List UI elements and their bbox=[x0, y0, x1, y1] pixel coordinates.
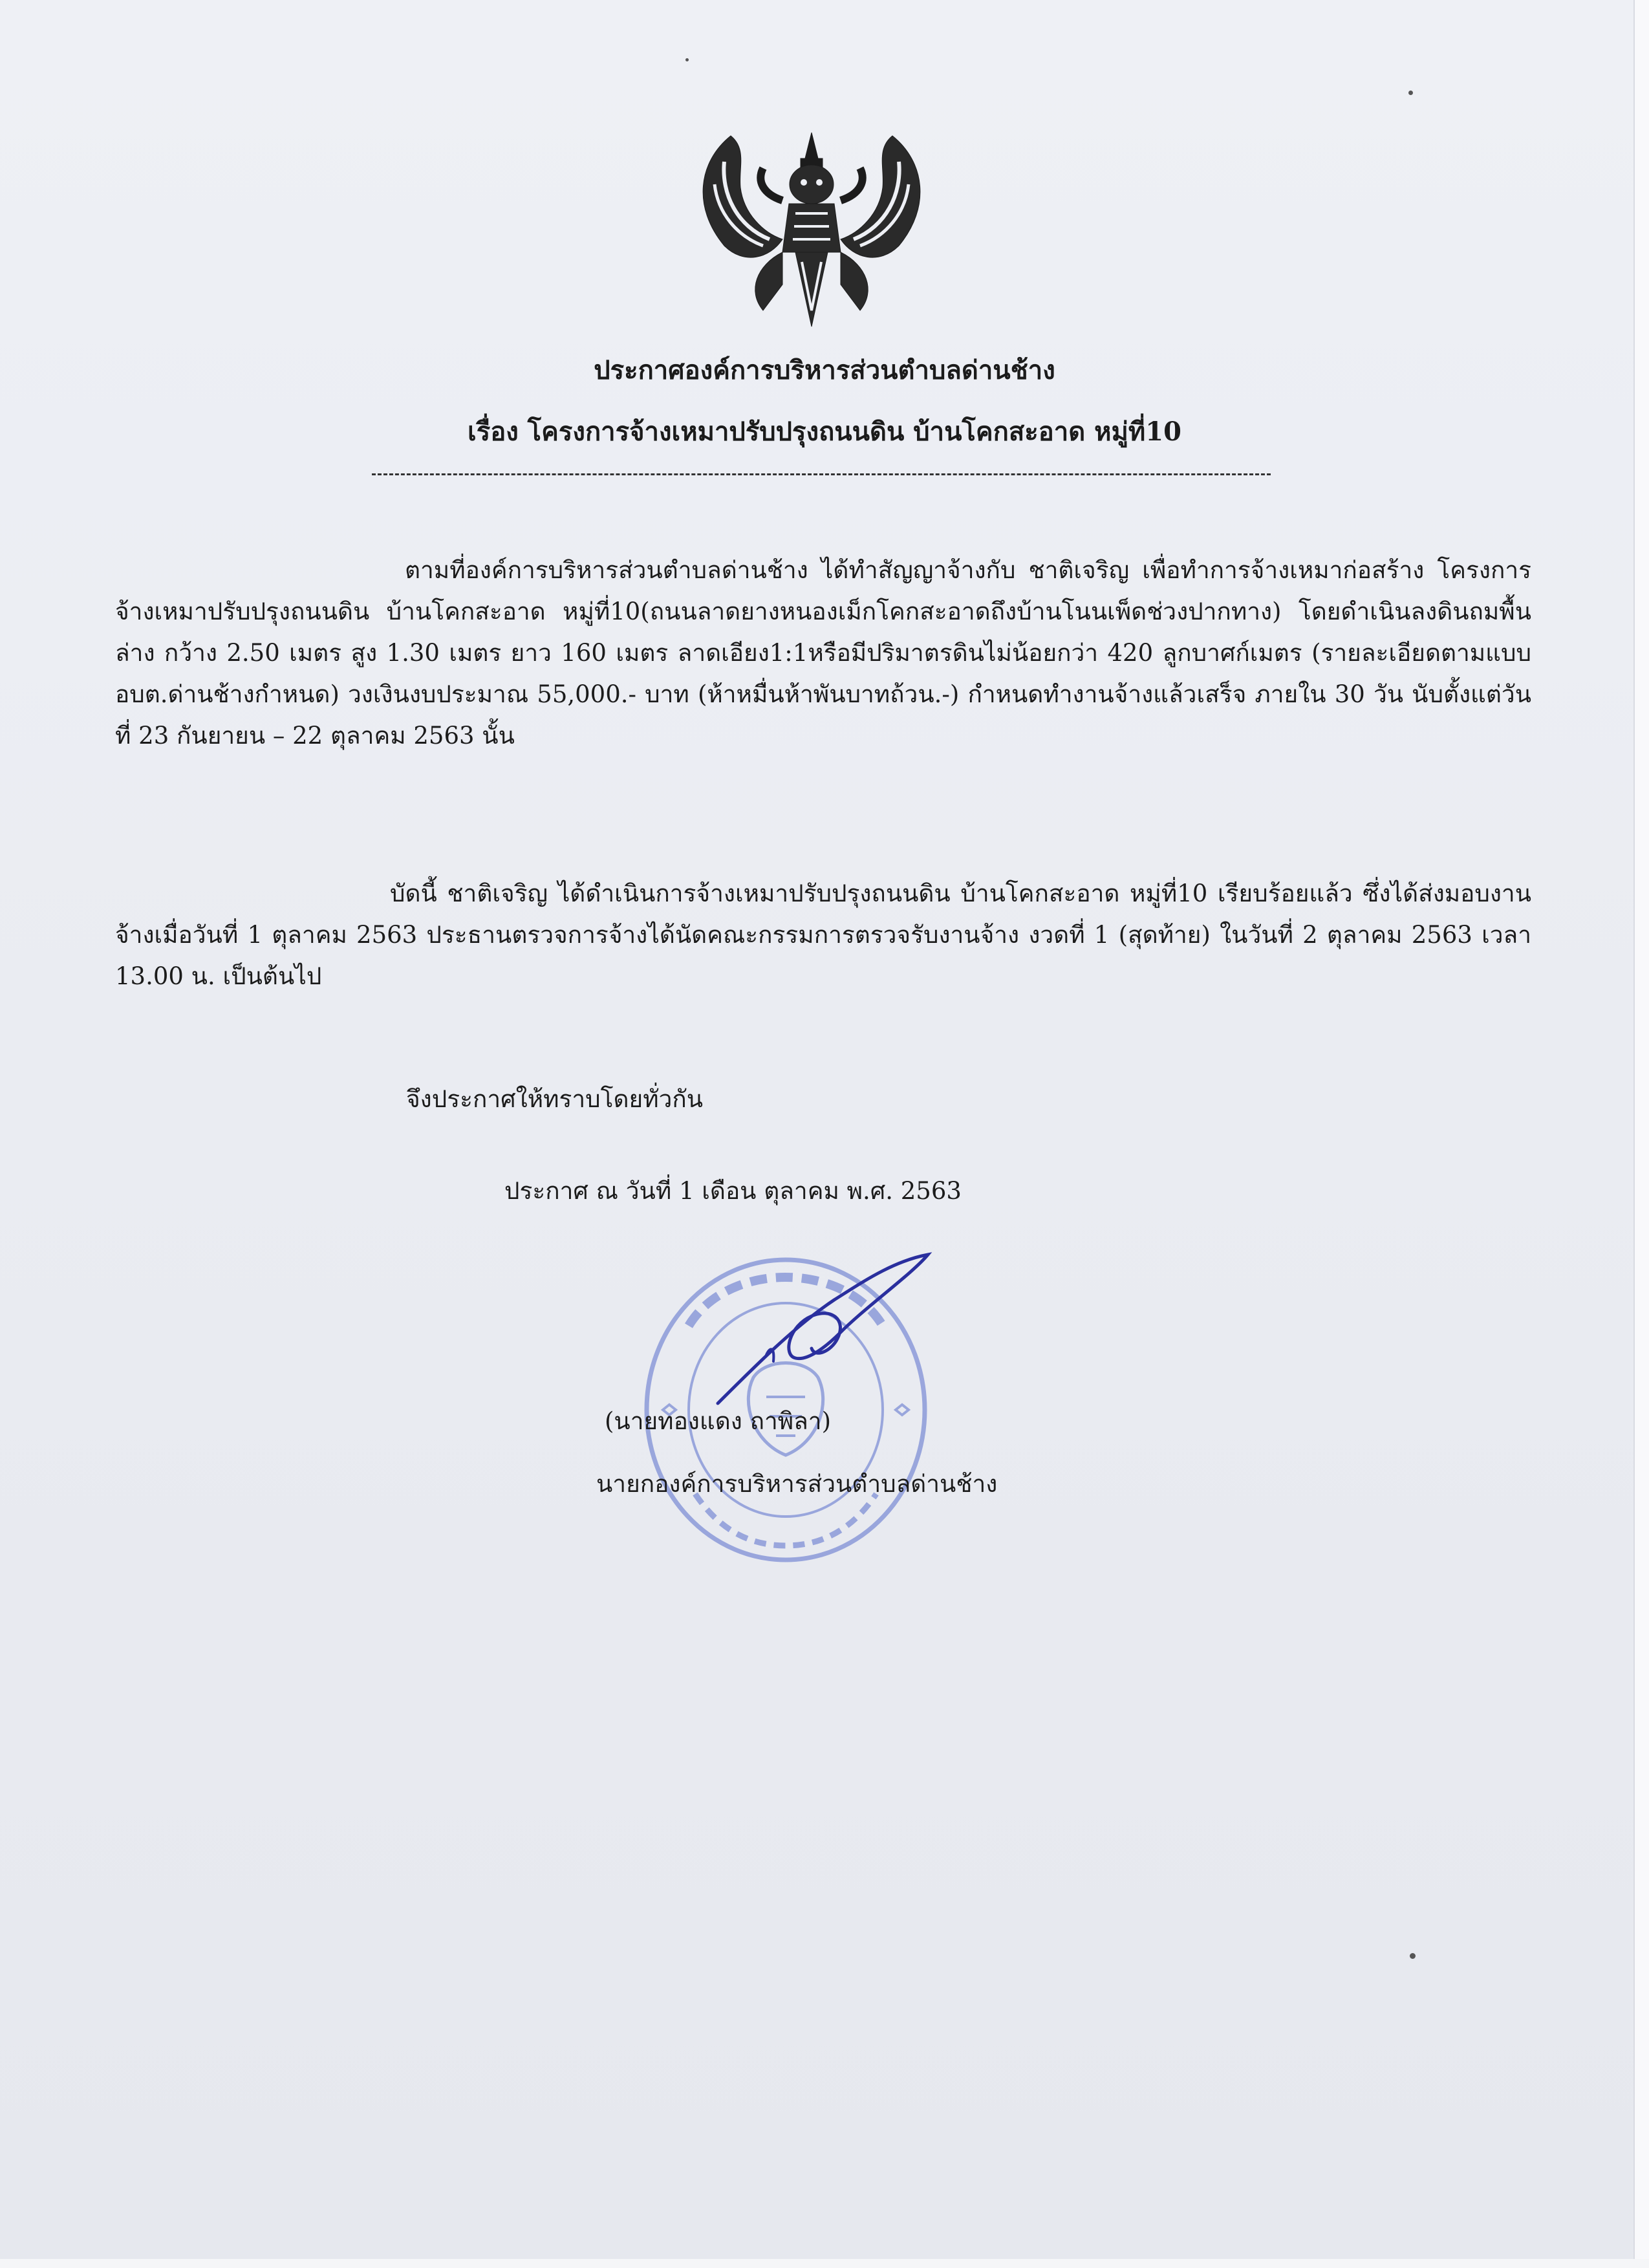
signatory-position: นายกองค์การบริหารส่วนตำบลด่านช้าง bbox=[596, 1470, 998, 1498]
scan-speck bbox=[685, 58, 689, 61]
scan-bottom-edge bbox=[0, 2259, 1649, 2268]
scan-speck bbox=[1410, 1953, 1416, 1959]
garuda-emblem-icon bbox=[685, 123, 938, 336]
scan-edge bbox=[1633, 0, 1649, 2268]
body-paragraph-2: บัดนี้ ชาติเจริญ ได้ดำเนินการจ้างเหมาปรับปรุงถนนดิน บ้านโคกสะอาด หมู่ที่10 เรียบร้อยแล้ว ซึ่งได้ส่งมอบงานจ้างเมื่อวันที่ 1 ตุลาคม 2563 ประธานตรวจการจ้างได้นัดคณะกรรมการตรวจรับงานจ้าง งวดที่ 1 (สุดท้าย) ในวันที่ 2 ตุลาคม 2563 เวลา 13.00 น. เป็นต้นไป bbox=[115, 880, 1531, 990]
closing-line: จึงประกาศให้ทราบโดยทั่วกัน bbox=[406, 1085, 704, 1113]
signatory-name: (นายทองแดง ถาพิลา) bbox=[605, 1407, 832, 1435]
announcement-date: ประกาศ ณ วันที่ 1 เดือน ตุลาคม พ.ศ. 2563 bbox=[504, 1177, 962, 1205]
subject-line: เรื่อง โครงการจ้างเหมาปรับปรุงถนนดิน บ้านโคกสะอาด หมู่ที่10 bbox=[468, 416, 1181, 447]
dashed-divider bbox=[372, 473, 1271, 475]
handwritten-signature bbox=[698, 1248, 957, 1416]
scan-speck bbox=[1408, 91, 1413, 95]
page-title: ประกาศองค์การบริหารส่วนตำบลด่านช้าง bbox=[594, 355, 1055, 385]
body-paragraph-1: ตามที่องค์การบริหารส่วนตำบลด่านช้าง ได้ทำสัญญาจ้างกับ ชาติเจริญ เพื่อทำการจ้างเหมาก่อสร้าง โครงการจ้างเหมาปรับปรุงถนนดิน บ้านโคกสะอาด หมู่ที่10(ถนนลาดยางหนองเม็กโคกสะอาดถึงบ้านโนนเพ็ดช่วงปากทาง) โดยดำเนินลงดินถมพื้นล่าง กว้าง 2.50 เมตร สูง 1.30 เมตร ยาว 160 เมตร ลาดเอียง1:1หรือมีปริมาตรดินไม่น้อยกว่า 420 ลูกบาศก์เมตร (รายละเอียดตามแบบ อบต.ด่านช้างกำหนด) วงเงินงบประมาณ 55,000.- บาท (ห้าหมื่นห้าพันบาทถ้วน.-) กำหนดทำงานจ้างแล้วเสร็จ ภายใน 30 วัน นับตั้งแต่วันที่ 23 กันยายน – 22 ตุลาคม 2563 นั้น bbox=[115, 556, 1531, 750]
